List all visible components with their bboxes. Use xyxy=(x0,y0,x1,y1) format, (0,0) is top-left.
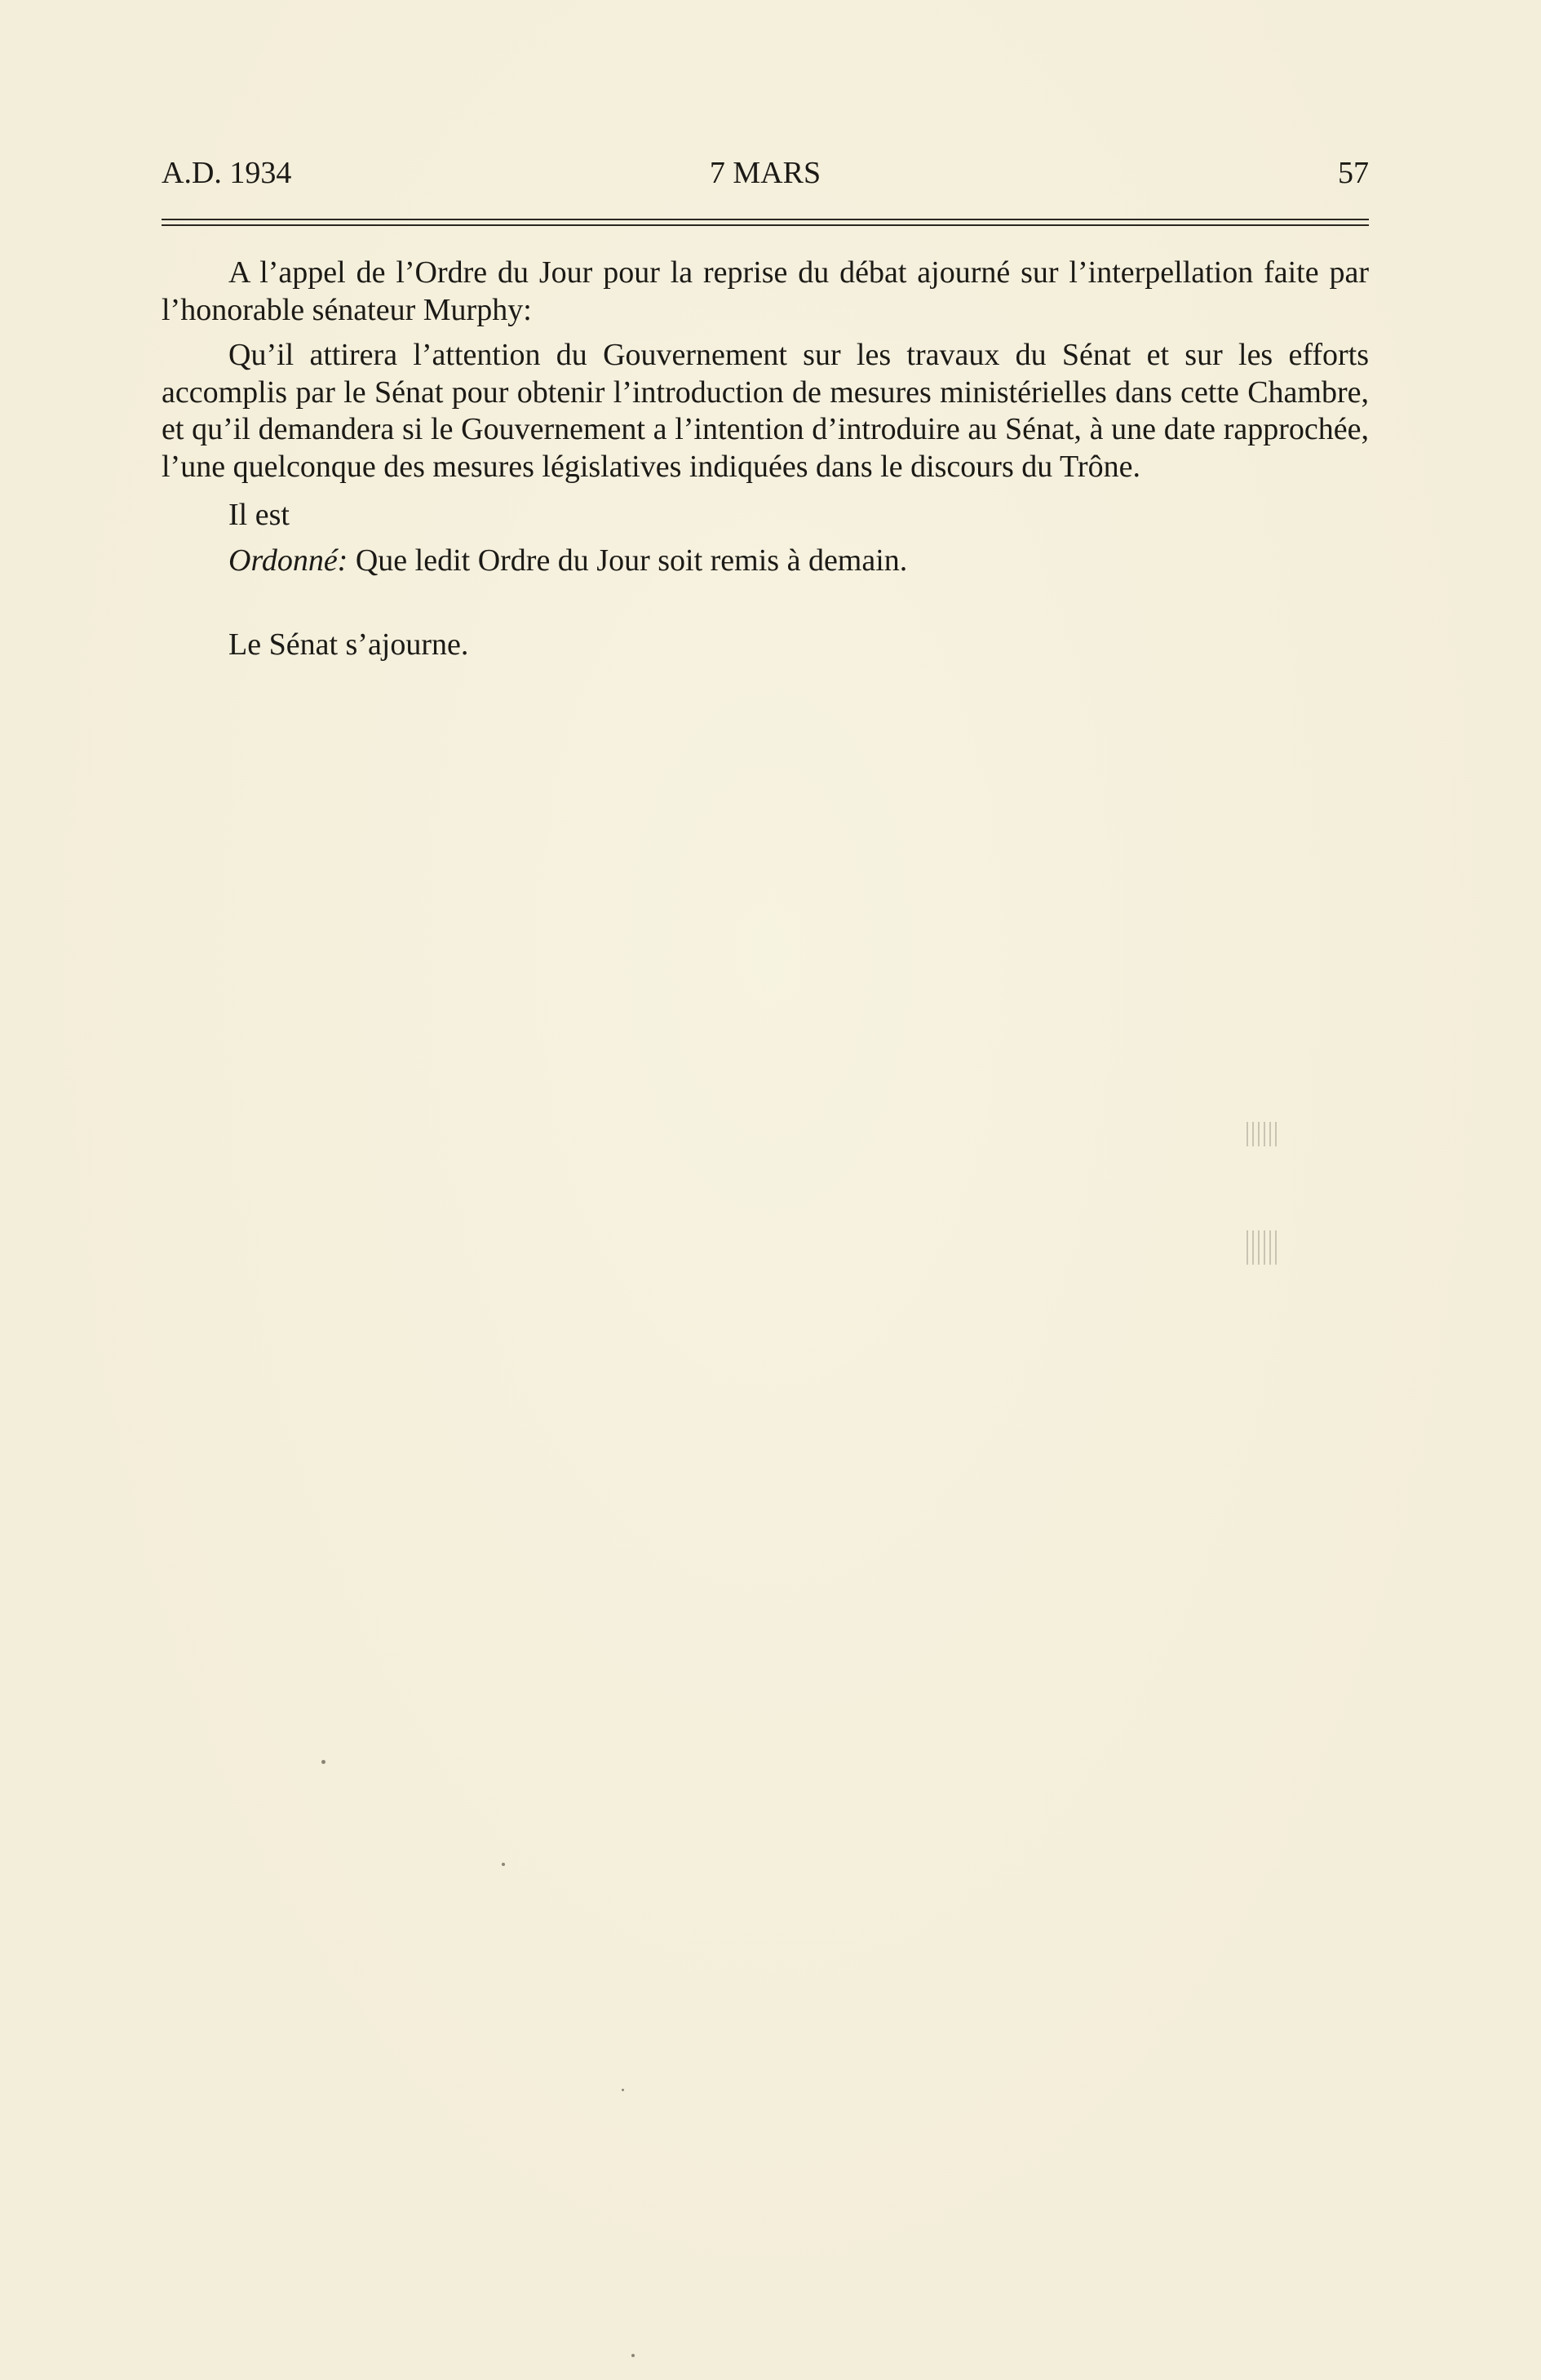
paragraph-ordered xyxy=(162,543,1369,580)
paragraph-order-of-day: A l’appel de l’Ordre du Jour pour la reprise du débat ajourné sur l’interpellation faite par l’honorable sénateur Murphy: xyxy=(162,255,1369,327)
running-head xyxy=(162,153,1369,193)
paper-speck xyxy=(321,1760,325,1764)
running-head-year: A.D. 1934 xyxy=(162,156,292,190)
paragraph-interpellation: Qu’il attirera l’attention du Gouvernement sur les travaux du Sénat et sur les efforts accomplis par le Sénat pour obtenir l’introduction de mesures ministérielles dans cette Chambre, et qu’il demandera si le Gouvernement a l’intention d’introduire au Sénat, à une date rapprochée, l’une quelconque des mesures législatives indiquées dans le discours du Trône. xyxy=(162,338,1369,484)
ordered-label: Ordonné: xyxy=(228,543,348,578)
header-double-rule xyxy=(162,219,1369,226)
paper-speck xyxy=(502,1863,505,1866)
show-through-mark xyxy=(1247,1122,1279,1146)
paragraph-il-est: Il est xyxy=(228,498,290,532)
show-through-mark xyxy=(1247,1230,1279,1265)
paper-speck xyxy=(622,2089,624,2091)
page-number: 57 xyxy=(1338,156,1369,190)
journal-entry-body xyxy=(162,255,1369,664)
ordered-text: Que ledit Ordre du Jour soit remis à demain. xyxy=(348,543,908,578)
paper-speck xyxy=(631,2354,635,2357)
paragraph-adjournment: Le Sénat s’ajourne. xyxy=(228,627,469,662)
running-head-date: 7 MARS xyxy=(709,156,821,190)
